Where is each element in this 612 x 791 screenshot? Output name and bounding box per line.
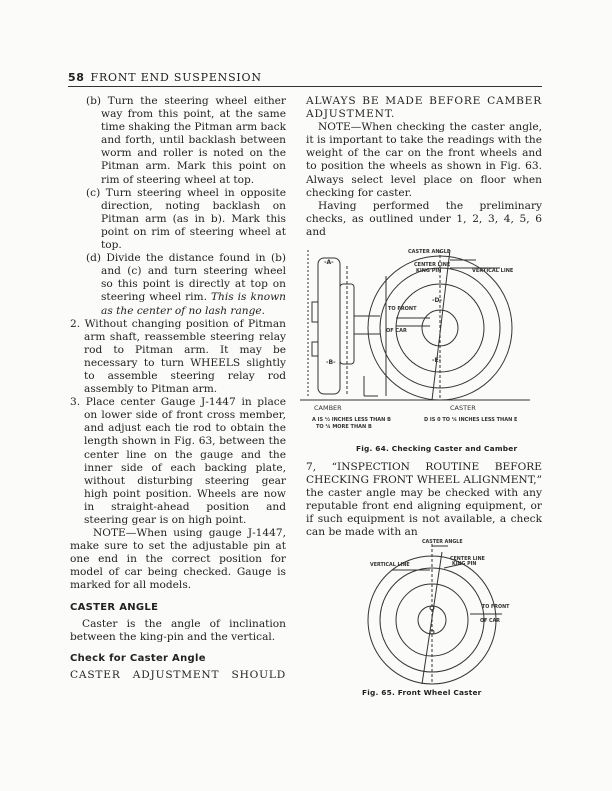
fig64-king-pin-label: KING PIN bbox=[416, 268, 442, 274]
fig64-rules bbox=[300, 414, 536, 434]
fig65-center-line-label: CENTER LINE bbox=[450, 557, 485, 562]
step-d-text: (d) Divide the distance found in (b) and (c) and turn steering wheel so this point is directly at top on steering wheel rim. bbox=[86, 252, 286, 304]
fig64-to-front-label: TO FRONT bbox=[388, 306, 417, 312]
fig64-center-line-label: CENTER LINE bbox=[414, 262, 451, 268]
item-2: 2. Without changing position of Pitman arm shaft, reassemble steering relay rod to Pitman arm. It may be necessary to turn WHEELS slightly to assemble steering relay rod assembly to Pitman arm. bbox=[70, 317, 286, 396]
fig65-vertical-line-label: VERTICAL LINE bbox=[370, 563, 410, 568]
caster-angle-heading: CASTER ANGLE bbox=[70, 601, 159, 613]
item-3: 3. Place center Gauge J-1447 in place on lower side of front cross member, and adjust each tie rod to obtain the length shown in Fig. 63, between the center line on the gauge and the inner side of each backing plate, without disturbing steering gear high point position. Wheels are now in straight-ahead position and steering gear is on high point. bbox=[70, 396, 286, 526]
fig64-caster-label: CASTER bbox=[450, 404, 476, 412]
gauge-note: NOTE—When using gauge J-1447, make sure to set the adjustable pin at one end in the correct position for model of car being checked. Gauge is marked for all models. bbox=[70, 527, 286, 592]
fig65-caster-angle-label: CASTER ANGLE bbox=[422, 540, 463, 545]
fig64-label-d: -D- bbox=[432, 297, 443, 304]
step-d-italic: This is known as the center of no lash range. bbox=[101, 291, 286, 317]
fig64-caster-rule: D IS 0 TO ¼ INCHES LESS THAN E bbox=[424, 417, 518, 423]
fig64-caption: Fig. 64. Checking Caster and Camber bbox=[356, 444, 518, 453]
fig65-to-front-label: TO FRONT bbox=[482, 605, 510, 610]
fig65-caption: Fig. 65. Front Wheel Caster bbox=[362, 688, 482, 697]
fig64-camber-rule-2: TO ¼ MORE THAN B bbox=[316, 424, 372, 430]
fig64-of-car-label: OF CAR bbox=[386, 328, 407, 334]
header-rule bbox=[68, 86, 542, 87]
fig64-caster-angle-label: CASTER ANGLE bbox=[408, 249, 451, 255]
step-c: (c) Turn steering wheel in opposite direction, noting backlash on Pitman arm (as in b). Mark this point on rim of steering wheel at top. bbox=[86, 186, 286, 252]
preliminary-checks: Having performed the preliminary checks, as outlined under 1, 2, 3, 4, 5, 6 and bbox=[306, 199, 542, 238]
right-column bbox=[306, 95, 542, 239]
fig64-tire-profile bbox=[318, 258, 340, 394]
right-column-continued bbox=[306, 461, 542, 540]
inspection-routine-text: 7, “INSPECTION ROUTINE BEFORE CHECKING FRONT WHEEL ALIGNMENT,” the caster angle may be checked with any reputable front end aligning equipment, or if such equipment is not available, a check can be made with an bbox=[306, 461, 542, 539]
fig64-label-a: -A- bbox=[324, 259, 334, 266]
step-b: (b) Turn the steering wheel either way from this point, at the same time shaking the Pitman arm back and forth, until backlash between worm and roller is noted on the Pitman arm. Mark this point on rim of steering wheel at top. bbox=[86, 95, 286, 186]
fig65-of-car-label: OF CAR bbox=[480, 619, 500, 624]
fig64-camber-label: CAMBER bbox=[314, 404, 342, 412]
weight-note: NOTE—When checking the caster angle, it is important to take the readings with the weight of the car on the front wheels and to position the wheels as shown in Fig. 63. Always select level place on floor when checking for caster. bbox=[306, 121, 542, 199]
page-number: 58 bbox=[68, 71, 85, 84]
check-caster-heading: Check for Caster Angle bbox=[70, 652, 206, 664]
step-d bbox=[86, 252, 286, 317]
caster-adjustment-text: CASTER ADJUSTMENT SHOULD bbox=[70, 668, 286, 681]
page-header bbox=[68, 71, 262, 84]
running-title: FRONT END SUSPENSION bbox=[90, 71, 262, 84]
fig64-label-b: -B- bbox=[326, 359, 336, 366]
left-column bbox=[70, 95, 286, 682]
fig65-king-pin-label: KING PIN bbox=[452, 562, 477, 567]
caster-definition: Caster is the angle of inclination between the king-pin and the vertical. bbox=[70, 617, 286, 643]
fig64-vertical-line-label: VERTICAL LINE bbox=[472, 268, 514, 274]
fig64-camber-rule-1: A IS ½ INCHES LESS THAN B bbox=[312, 417, 391, 423]
fig65-diagram bbox=[352, 538, 522, 686]
continued-text: ALWAYS BE MADE BEFORE CAMBER ADJUSTMENT. bbox=[306, 95, 542, 121]
fig64-label-e: -E- bbox=[432, 357, 442, 364]
fig64-diagram bbox=[300, 246, 536, 416]
